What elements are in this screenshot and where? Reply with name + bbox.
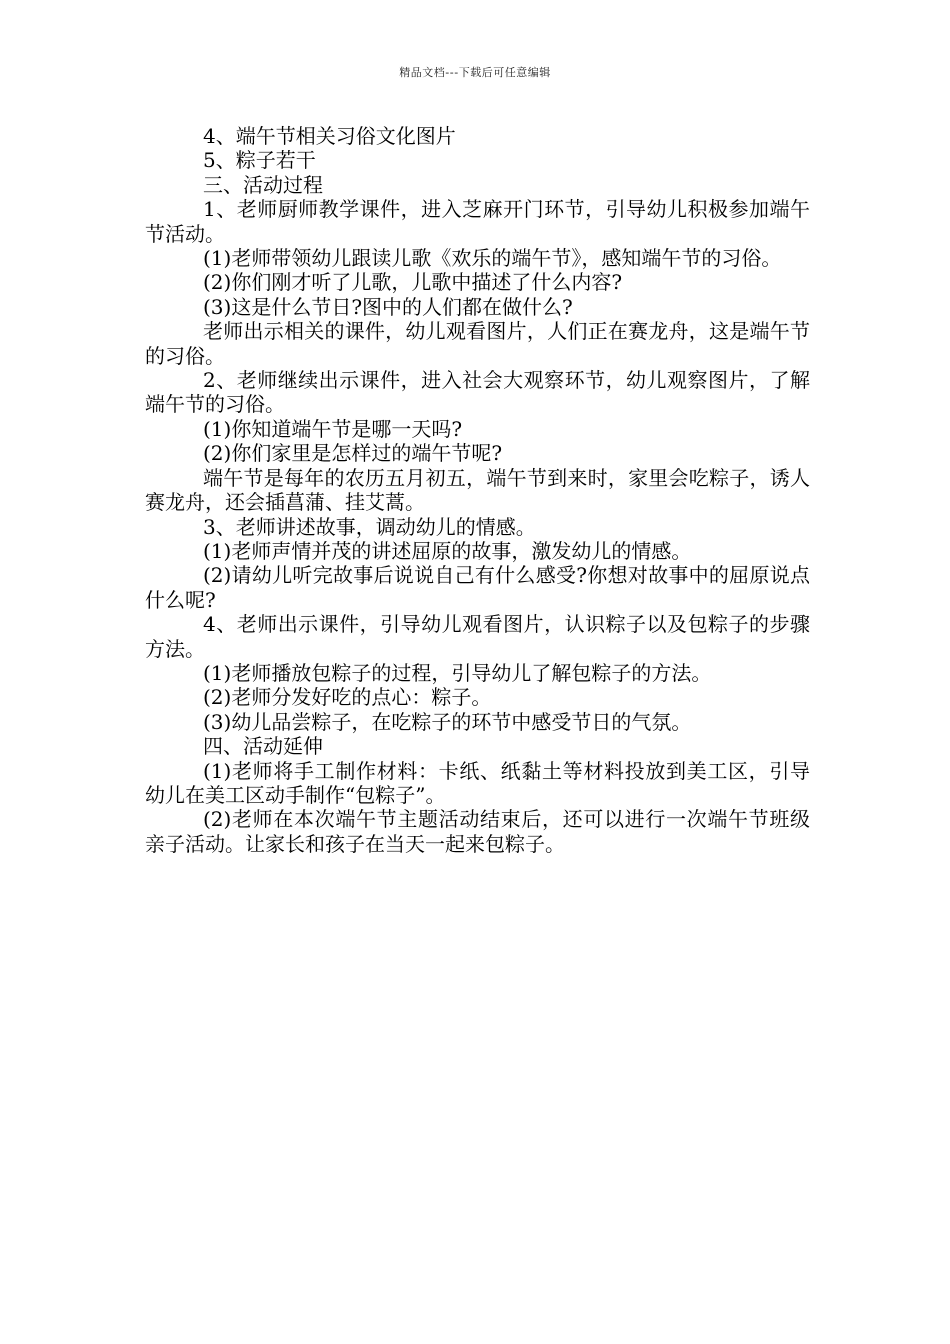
paragraph-step-4: 4、老师出示课件，引导幼儿观看图片，认识粽子以及包粽子的步骤方法。 [145,612,810,661]
paragraph-step-3-a: (1)老师声情并茂的讲述屈原的故事，激发幼儿的情感。 [203,538,692,563]
paragraph-step-4-a: (1)老师播放包粽子的过程，引导幼儿了解包粽子的方法。 [203,660,712,685]
paragraph-step-1-a: (1)老师带领幼儿跟读儿歌《欢乐的端午节》，感知端午节的习俗。 [203,246,782,271]
document-body [145,124,810,856]
paragraph-extension-1: (1)老师将手工制作材料：卡纸、纸黏土等材料投放到美工区，引导幼儿在美工区动手制作“包粽子”。 [145,758,810,807]
paragraph-step-1-summary: 老师出示相关的课件，幼儿观看图片，人们正在赛龙舟，这是端午节的习俗。 [145,319,810,368]
paragraph-step-3-b: (2)请幼儿听完故事后说说自己有什么感受?你想对故事中的屈原说点什么呢? [145,563,810,612]
paragraph-step-1-b: (2)你们刚才听了儿歌，儿歌中描述了什么内容? [203,270,623,295]
paragraph-step-2: 2、老师继续出示课件，进入社会大观察环节，幼儿观察图片，了解端午节的习俗。 [145,368,810,417]
paragraph-step-2-summary: 端午节是每年的农历五月初五，端午节到来时，家里会吃粽子，诱人赛龙舟，还会插菖蒲、挂艾蒿。 [145,465,810,515]
paragraph-extension-2: (2)老师在本次端午节主题活动结束后，还可以进行一次端午节班级亲子活动。让家长和孩子在当天一起来包粽子。 [145,807,810,856]
paragraph-step-1-c: (3)这是什么节日?图中的人们都在做什么? [203,294,573,319]
paragraph-materials-5: 5、粽子若干 [203,148,316,173]
section-heading-process: 三、活动过程 [203,172,323,197]
paragraph-step-1: 1、老师厨师教学课件，进入芝麻开门环节，引导幼儿积极参加端午节活动。 [145,197,810,246]
paragraph-step-4-c: (3)幼儿品尝粽子，在吃粽子的环节中感受节日的气氛。 [203,709,692,734]
paragraph-step-3: 3、老师讲述故事，调动幼儿的情感。 [203,514,536,539]
section-heading-extension: 四、活动延伸 [203,734,323,759]
paragraph-step-2-a: (1)你知道端午节是哪一天吗? [203,416,463,441]
paragraph-materials-4: 4、端午节相关习俗文化图片 [203,124,456,148]
page-header: 精品文档---下载后可任意编辑 [399,66,551,79]
paragraph-step-4-b: (2)老师分发好吃的点心：粽子。 [203,685,492,710]
paragraph-step-2-b: (2)你们家里是怎样过的端午节呢? [203,441,503,466]
